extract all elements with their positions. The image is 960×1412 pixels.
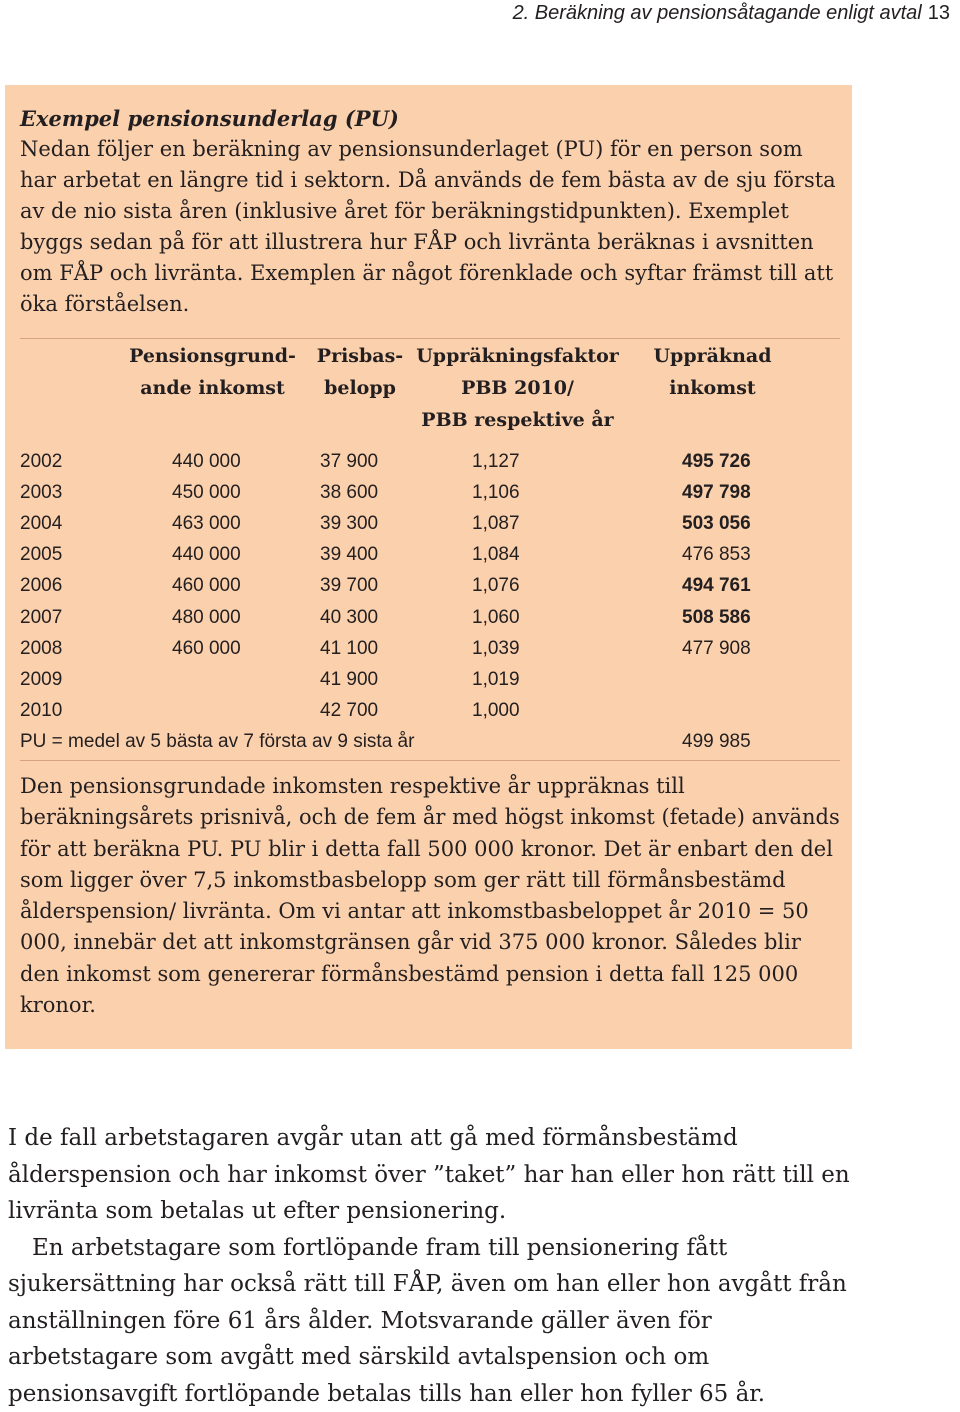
table-row [20, 446, 840, 477]
cell-income [115, 696, 310, 727]
cell-pbb: 39 400 [310, 540, 410, 571]
example-box [5, 85, 852, 1049]
cell-year: 2002 [20, 446, 115, 477]
cell-factor: 1,076 [410, 571, 625, 602]
cell-spacer [800, 571, 840, 602]
cell-spacer [800, 508, 840, 539]
cell-spacer [800, 696, 840, 727]
cell-income: 463 000 [115, 508, 310, 539]
cell-pbb: 41 900 [310, 664, 410, 695]
cell-spacer [800, 727, 840, 758]
table-row [20, 664, 840, 695]
cell-factor: 1,127 [410, 446, 625, 477]
cell-spacer [800, 602, 840, 633]
cell-adjusted [625, 664, 800, 695]
cell-factor: 1,087 [410, 508, 625, 539]
cell-year: 2006 [20, 571, 115, 602]
summary-label: PU = medel av 5 bästa av 7 första av 9 sista år [20, 727, 625, 758]
header-income-label: Pensionsgrund-ande inkomst [129, 345, 296, 399]
table-row [20, 508, 840, 539]
header-factor-line2: PBB 2010/ [410, 372, 625, 404]
cell-adjusted [625, 696, 800, 727]
cell-income: 450 000 [115, 477, 310, 508]
box-outro-paragraph: Den pensionsgrundade inkomsten respektive år uppräknas till beräkningsårets prisnivå, och de fem år med högst inkomst (fetade) används för att beräkna PU. PU blir i detta fall 500 000 kronor. Det är enbart den del som ligger över 7,5 inkomstbasbelopp som ger rätt till förmånsbestämd ålderspension/ livränta. Om vi antar att inkomstbasbeloppet år 2010 = 50 000, innebär det att inkomstgränsen går vid 375 000 kronor. Således blir den inkomst som genererar förmånsbestämd pension i detta fall 125 000 kronor. [20, 771, 840, 1021]
cell-income: 440 000 [115, 540, 310, 571]
header-income [115, 340, 310, 436]
cell-factor: 1,060 [410, 602, 625, 633]
header-year [20, 340, 115, 436]
cell-spacer [800, 477, 840, 508]
cell-adjusted: 497 798 [625, 477, 800, 508]
cell-pbb: 42 700 [310, 696, 410, 727]
cell-factor: 1,019 [410, 664, 625, 695]
running-title: 2. Beräkning av pensionsåtagande enligt avtal [513, 2, 922, 24]
table-top-rule [20, 338, 840, 339]
page-number: 13 [928, 2, 950, 24]
pu-table [20, 340, 840, 758]
body-text [8, 1120, 858, 1412]
table-row [20, 540, 840, 571]
cell-income: 460 000 [115, 633, 310, 664]
table-row [20, 633, 840, 664]
cell-pbb: 41 100 [310, 633, 410, 664]
table-row [20, 477, 840, 508]
header-spacer [800, 340, 840, 436]
cell-year: 2004 [20, 508, 115, 539]
cell-pbb: 39 700 [310, 571, 410, 602]
box-title: Exempel pensionsunderlag (PU) [20, 103, 840, 134]
cell-year: 2010 [20, 696, 115, 727]
cell-spacer [800, 446, 840, 477]
cell-factor: 1,039 [410, 633, 625, 664]
cell-income [115, 664, 310, 695]
cell-adjusted: 476 853 [625, 540, 800, 571]
cell-spacer [800, 540, 840, 571]
header-pbb-label: Prisbas-belopp [317, 345, 403, 399]
cell-adjusted: 494 761 [625, 571, 800, 602]
cell-factor: 1,000 [410, 696, 625, 727]
cell-pbb: 38 600 [310, 477, 410, 508]
header-adjusted [625, 340, 800, 436]
cell-adjusted: 477 908 [625, 633, 800, 664]
header-pbb [310, 340, 410, 436]
table-header-row [20, 340, 840, 436]
cell-spacer [800, 633, 840, 664]
cell-factor: 1,106 [410, 477, 625, 508]
cell-year: 2009 [20, 664, 115, 695]
cell-adjusted: 495 726 [625, 446, 800, 477]
cell-pbb: 37 900 [310, 446, 410, 477]
header-factor-line1: Uppräkningsfaktor [410, 340, 625, 372]
summary-row [20, 727, 840, 758]
table-row [20, 571, 840, 602]
summary-value: 499 985 [625, 727, 800, 758]
cell-year: 2005 [20, 540, 115, 571]
header-adjusted-label: Uppräknad inkomst [653, 345, 771, 399]
cell-year: 2003 [20, 477, 115, 508]
cell-year: 2008 [20, 633, 115, 664]
box-text [20, 103, 840, 320]
table-body [20, 446, 840, 758]
body-paragraph-1: I de fall arbetstagaren avgår utan att gå med förmånsbestämd ålderspension och har inkomst över ”taket” har han eller hon rätt till en livränta som betalas ut efter pensionering. [8, 1120, 858, 1230]
cell-income: 480 000 [115, 602, 310, 633]
table-bottom-rule [20, 760, 840, 761]
cell-adjusted: 503 056 [625, 508, 800, 539]
body-paragraph-2: En arbetstagare som fortlöpande fram till pensionering fått sjukersättning har också rätt till FÅP, även om han eller hon avgått från anställningen före 61 års ålder. Motsvarande gäller även för arbetstagare som avgått med särskild avtalspension och om pensionsavgift fortlöpande betalas tills han eller hon fyller 65 år. [8, 1230, 858, 1412]
running-header [513, 2, 950, 25]
cell-year: 2007 [20, 602, 115, 633]
header-factor-line3: PBB respektive år [410, 404, 625, 436]
cell-pbb: 40 300 [310, 602, 410, 633]
box-intro-paragraph: Nedan följer en beräkning av pensionsunderlaget (PU) för en person som har arbetat en längre tid i sektorn. Då används de fem bästa av de sju första av de nio sista åren (inklusive året för beräkningstidpunkten). Exemplet byggs sedan på för att illustrera hur FÅP och livränta beräknas i avsnitten om FÅP och livränta. Exemplen är något förenklade och syftar främst till att öka förståelsen. [20, 134, 840, 320]
cell-income: 460 000 [115, 571, 310, 602]
cell-income: 440 000 [115, 446, 310, 477]
table-row [20, 602, 840, 633]
cell-factor: 1,084 [410, 540, 625, 571]
header-factor [410, 340, 625, 436]
table-row [20, 696, 840, 727]
cell-pbb: 39 300 [310, 508, 410, 539]
cell-adjusted: 508 586 [625, 602, 800, 633]
cell-spacer [800, 664, 840, 695]
